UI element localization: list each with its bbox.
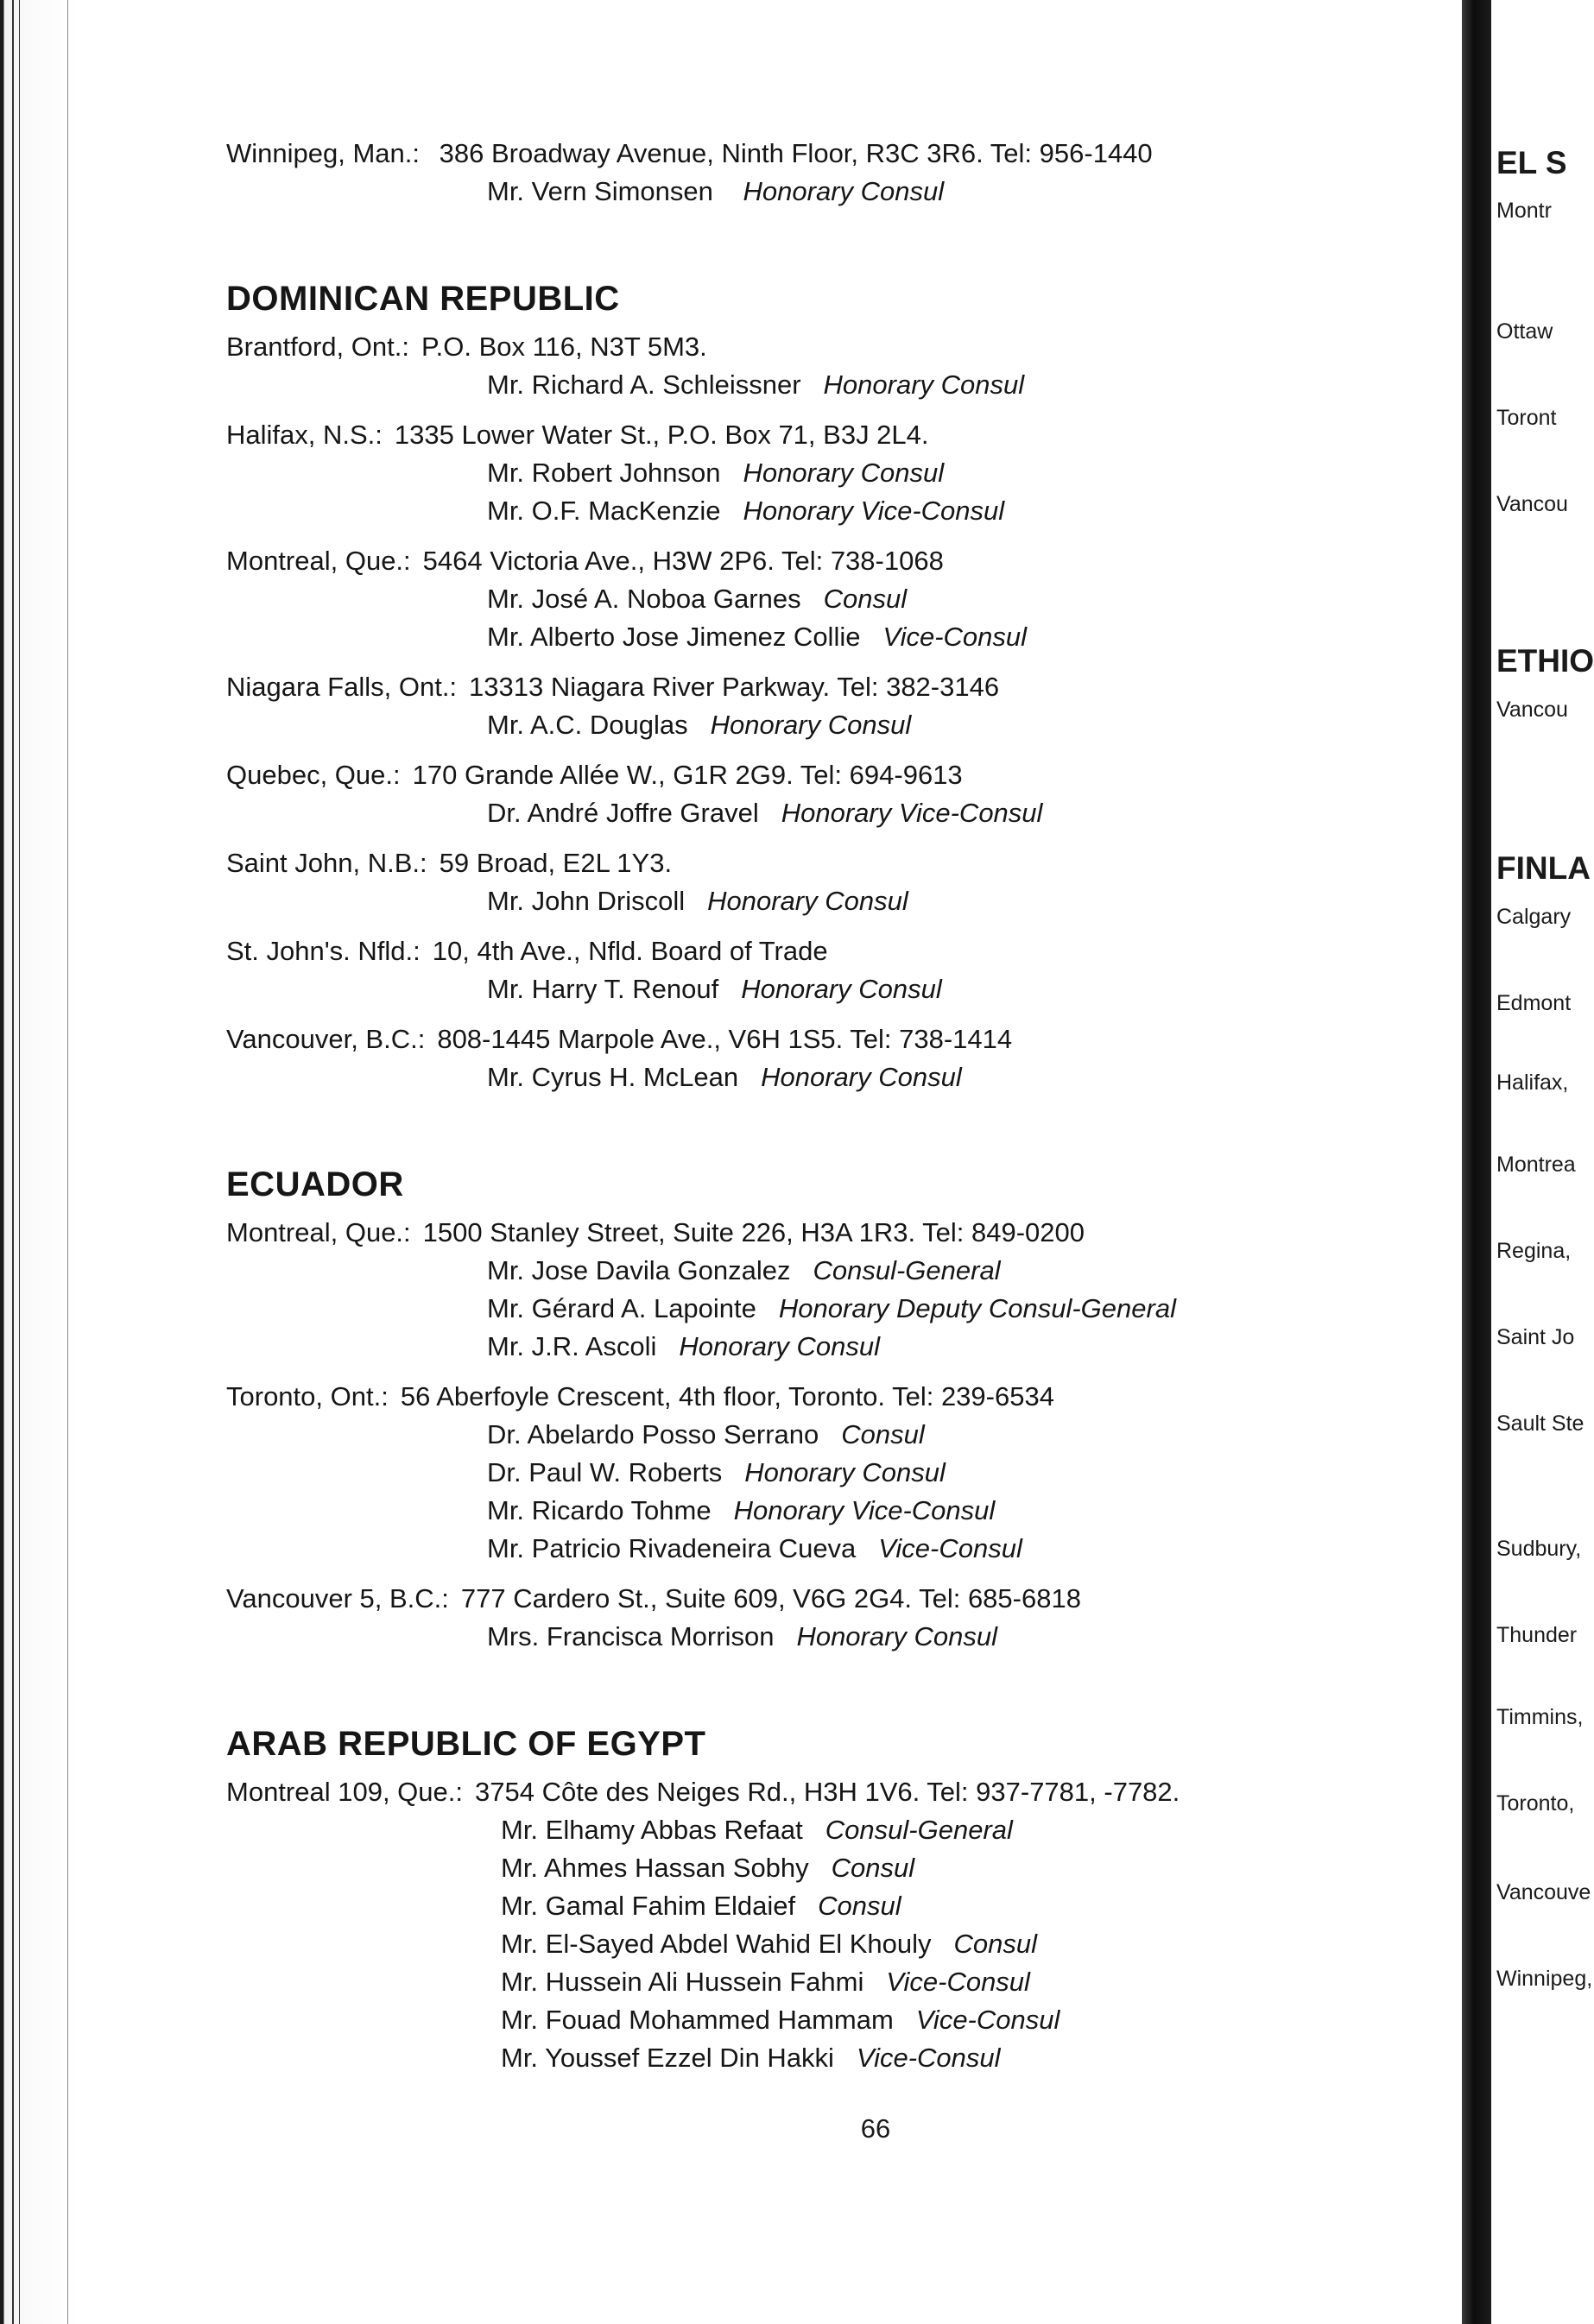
person-name: Mr. J.R. Ascoli xyxy=(487,1331,657,1361)
person-title: Honorary Consul xyxy=(743,176,945,206)
person-line xyxy=(226,1290,1297,1328)
person-line xyxy=(226,2039,1297,2077)
person-title: Honorary Deputy Consul-General xyxy=(778,1293,1176,1323)
person-name: Mr. Gérard A. Lapointe xyxy=(487,1293,756,1323)
entry-address: 59 Broad, E2L 1Y3. xyxy=(439,848,673,878)
person-line xyxy=(226,366,1297,404)
directory-page xyxy=(226,135,1297,2089)
person-line xyxy=(226,1492,1297,1530)
consulate-entry xyxy=(226,1580,1297,1656)
person-name: Mr. A.C. Douglas xyxy=(487,710,688,740)
person-line xyxy=(226,706,1297,744)
person-title: Honorary Vice-Consul xyxy=(733,1495,996,1525)
person-line xyxy=(226,794,1297,832)
entry-city: Montreal 109, Que.: xyxy=(226,1777,463,1807)
person-name: Dr. Paul W. Roberts xyxy=(487,1457,723,1487)
entry-address: 5464 Victoria Ave., H3W 2P6. Tel: 738-1068 xyxy=(422,546,944,576)
consulate-entry xyxy=(226,416,1297,530)
facing-city-fragment: Sudbury, xyxy=(1496,1537,1582,1561)
person-title: Vice-Consul xyxy=(878,1533,1022,1563)
facing-city-fragment: Toront xyxy=(1496,406,1557,430)
entry-address: 808-1445 Marpole Ave., V6H 1S5. Tel: 738-1414 xyxy=(437,1024,1013,1054)
consulate-entry xyxy=(226,668,1297,744)
person-title: Vice-Consul xyxy=(886,1967,1030,1997)
entry-address: 386 Broadway Avenue, Ninth Floor, R3C 3R6. Tel: 956-1440 xyxy=(439,138,1153,168)
person-name: Mr. Vern Simonsen xyxy=(487,176,713,206)
person-title: Consul-General xyxy=(813,1255,1001,1285)
person-line xyxy=(226,580,1297,618)
person-title: Honorary Consul xyxy=(761,1062,962,1092)
person-title: Honorary Consul xyxy=(741,974,942,1004)
facing-city-fragment: Saint Jo xyxy=(1496,1325,1575,1349)
person-name: Mr. O.F. MacKenzie xyxy=(487,496,721,526)
binding-rule xyxy=(19,0,20,2324)
consulate-entry xyxy=(226,328,1297,404)
consulate-entry xyxy=(226,932,1297,1008)
consulate-entry xyxy=(226,1773,1297,2077)
person-title: Consul xyxy=(841,1419,925,1449)
person-name: Mr. John Driscoll xyxy=(487,886,686,916)
person-name: Mr. Ahmes Hassan Sobhy xyxy=(501,1853,809,1883)
person-title: Consul xyxy=(818,1891,901,1921)
person-line xyxy=(226,970,1297,1008)
person-title: Vice-Consul xyxy=(915,2005,1060,2035)
person-title: Consul xyxy=(823,584,908,614)
person-name: Dr. André Joffre Gravel xyxy=(487,798,759,828)
consulate-entry xyxy=(226,1020,1297,1096)
person-title: Consul-General xyxy=(825,1815,1013,1845)
facing-city-fragment: Sault Ste xyxy=(1496,1411,1585,1436)
person-title: Consul xyxy=(953,1929,1038,1959)
facing-city-fragment: Vancouve xyxy=(1496,1880,1591,1904)
person-name: Mr. Richard A. Schleissner xyxy=(487,369,801,400)
person-name: Mr. Ricardo Tohme xyxy=(487,1495,712,1525)
binding-edge xyxy=(0,0,79,2324)
person-line xyxy=(226,1416,1297,1454)
entry-address: 56 Aberfoyle Crescent, 4th floor, Toronto. Tel: 239-6534 xyxy=(400,1381,1054,1411)
consulate-entry xyxy=(226,756,1297,832)
facing-city-fragment: Calgary xyxy=(1496,905,1572,929)
entry-address: 3754 Côte des Neiges Rd., H3H 1V6. Tel: 937-7781, -7782. xyxy=(475,1777,1180,1807)
person-title: Honorary Consul xyxy=(744,1457,946,1487)
entry-city: Montreal, Que.: xyxy=(226,546,411,576)
person-line xyxy=(226,618,1297,656)
facing-country-heading: ETHIO xyxy=(1496,643,1594,679)
facing-country-heading: EL S xyxy=(1496,145,1567,180)
page-number: 66 xyxy=(860,2113,891,2144)
entry-city: Vancouver, B.C.: xyxy=(226,1024,426,1054)
entry-city: St. John's. Nfld.: xyxy=(226,936,421,966)
person-name: Mr. Gamal Fahim Eldaief xyxy=(501,1891,796,1921)
person-line xyxy=(226,492,1297,530)
person-name: Mr. Robert Johnson xyxy=(487,458,721,488)
person-line xyxy=(226,1925,1297,1963)
person-name: Mr. Fouad Mohammed Hammam xyxy=(501,2005,894,2035)
person-line xyxy=(226,1058,1297,1096)
person-name: Mr. Alberto Jose Jimenez Collie xyxy=(487,622,861,652)
person-line xyxy=(226,1811,1297,1849)
binding-rule xyxy=(67,0,68,2324)
entry-city: Toronto, Ont.: xyxy=(226,1381,389,1411)
person-title: Honorary Consul xyxy=(707,886,908,916)
person-line xyxy=(226,1963,1297,2001)
facing-city-fragment: Vancou xyxy=(1496,698,1568,722)
person-line xyxy=(226,1618,1297,1656)
person-name: Mr. El-Sayed Abdel Wahid El Khouly xyxy=(501,1929,932,1959)
country-heading: ECUADOR xyxy=(226,1165,404,1203)
person-name: Mr. Elhamy Abbas Refaat xyxy=(501,1815,803,1845)
person-line xyxy=(226,1252,1297,1290)
person-name: Mr. Harry T. Renouf xyxy=(487,974,719,1004)
person-line xyxy=(226,2001,1297,2039)
facing-city-fragment: Ottaw xyxy=(1496,319,1553,344)
person-name: Dr. Abelardo Posso Serrano xyxy=(487,1419,819,1449)
entry-address: 170 Grande Allée W., G1R 2G9. Tel: 694-9613 xyxy=(412,760,963,790)
facing-city-fragment: Vancou xyxy=(1496,492,1568,516)
person-title: Honorary Consul xyxy=(823,369,1025,400)
person-title: Honorary Vice-Consul xyxy=(743,496,1005,526)
facing-city-fragment: Winnipeg, xyxy=(1496,1967,1593,1991)
entry-city: Niagara Falls, Ont.: xyxy=(226,672,458,702)
person-line xyxy=(226,1849,1297,1887)
person-name: Mr. Patricio Rivadeneira Cueva xyxy=(487,1533,857,1563)
facing-city-fragment: Regina, xyxy=(1496,1239,1572,1263)
entry-city: Montreal, Que.: xyxy=(226,1217,411,1247)
person-name: Mr. Youssef Ezzel Din Hakki xyxy=(501,2043,834,2073)
facing-page-strip xyxy=(1462,0,1594,2324)
facing-city-fragment: Halifax, xyxy=(1496,1070,1569,1095)
entry-address: 13313 Niagara River Parkway. Tel: 382-3146 xyxy=(469,672,1000,702)
intro-entry xyxy=(226,135,1297,211)
person-name: Mrs. Francisca Morrison xyxy=(487,1621,775,1651)
person-line xyxy=(226,454,1297,492)
facing-city-fragment: Montr xyxy=(1496,199,1552,223)
person-line xyxy=(226,1530,1297,1568)
entry-address: 1500 Stanley Street, Suite 226, H3A 1R3. Tel: 849-0200 xyxy=(422,1217,1085,1247)
country-heading: ARAB REPUBLIC OF EGYPT xyxy=(226,1725,706,1763)
person-name: Mr. Cyrus H. McLean xyxy=(487,1062,739,1092)
entry-address: 777 Cardero St., Suite 609, V6G 2G4. Tel: 685-6818 xyxy=(460,1583,1081,1614)
entry-address: 10, 4th Ave., Nfld. Board of Trade xyxy=(432,936,828,966)
entry-city: Quebec, Que.: xyxy=(226,760,401,790)
consulate-entry xyxy=(226,542,1297,656)
facing-city-fragment: Timmins, xyxy=(1496,1705,1584,1729)
consulate-entry xyxy=(226,1214,1297,1366)
person-title: Honorary Vice-Consul xyxy=(781,798,1043,828)
entry-city: Saint John, N.B.: xyxy=(226,848,427,878)
person-name: Mr. Jose Davila Gonzalez xyxy=(487,1255,791,1285)
country-heading: DOMINICAN REPUBLIC xyxy=(226,280,620,318)
person-title: Honorary Consul xyxy=(710,710,912,740)
person-name: Mr. José A. Noboa Garnes xyxy=(487,584,801,614)
person-title: Consul xyxy=(831,1853,915,1883)
person-line xyxy=(226,173,1297,211)
person-title: Vice-Consul xyxy=(882,622,1028,652)
person-title: Honorary Consul xyxy=(743,458,945,488)
facing-city-fragment: Edmont xyxy=(1496,991,1572,1015)
person-line xyxy=(226,1328,1297,1366)
person-line xyxy=(226,1454,1297,1492)
entry-address: P.O. Box 116, N3T 5M3. xyxy=(421,332,707,362)
consulate-entry xyxy=(226,1378,1297,1568)
book-spine-shadow xyxy=(1462,0,1491,2324)
facing-city-fragment: Montrea xyxy=(1496,1153,1576,1177)
consulate-entry xyxy=(226,844,1297,920)
entry-city: Vancouver 5, B.C.: xyxy=(226,1583,449,1614)
facing-city-fragment: Toronto, xyxy=(1496,1791,1575,1816)
entry-address: 1335 Lower Water St., P.O. Box 71, B3J 2L4. xyxy=(394,420,929,450)
facing-country-heading: FINLA xyxy=(1496,850,1591,886)
country-sections xyxy=(226,276,1297,2077)
person-title: Honorary Consul xyxy=(679,1331,880,1361)
facing-city-fragment: Thunder xyxy=(1496,1623,1578,1647)
entry-city: Halifax, N.S.: xyxy=(226,420,383,450)
person-name: Mr. Hussein Ali Hussein Fahmi xyxy=(501,1967,864,1997)
binding-rule xyxy=(12,0,14,2324)
entry-city: Brantford, Ont.: xyxy=(226,332,409,362)
person-title: Vice-Consul xyxy=(856,2043,1001,2073)
person-line xyxy=(226,882,1297,920)
entry-city: Winnipeg, Man.: xyxy=(226,138,420,168)
person-title: Honorary Consul xyxy=(796,1621,998,1651)
person-line xyxy=(226,1887,1297,1925)
